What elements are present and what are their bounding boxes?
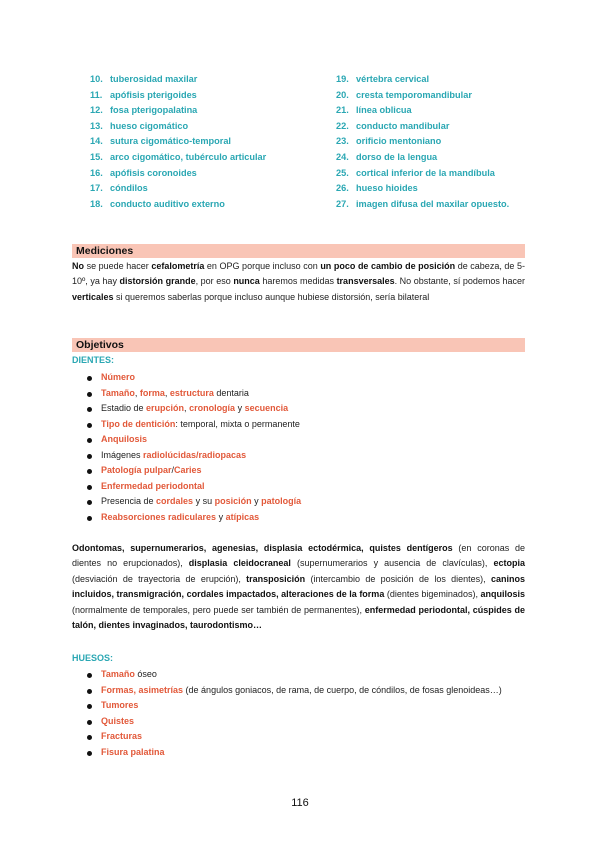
mediciones-paragraph: No se puede hacer cefalometría en OPG porque incluso con un poco de cambio de posición de cabeza, de 5-10º, ya hay distorsión grande, por eso nunca haremos medidas transversales. No obstante, sí podemos hacer verticales si queremos saberlas porque incluso aunque hubiese distorsión, sería bilateral: [72, 261, 525, 302]
list-item: Presencia de cordales y su posición y patología: [87, 494, 527, 510]
list-item: 24. dorso de la lengua: [336, 151, 438, 162]
list-item: Fracturas: [87, 729, 527, 745]
list-item: 17. cóndilos: [90, 183, 148, 194]
list-item: 10. tuberosidad maxilar: [90, 74, 198, 84]
huesos-list: [87, 667, 527, 760]
list-item: Quistes: [87, 714, 527, 730]
list-item: 25. cortical inferior de la mandíbula: [336, 167, 495, 178]
dientes-label: DIENTES:: [72, 355, 115, 365]
list-item: 11. apófisis pterigoides: [90, 89, 197, 100]
list-item: Reabsorciones radiculares y atípicas: [87, 510, 527, 526]
list-item: Tumores: [87, 698, 527, 714]
list-item: 21. línea oblicua: [336, 105, 412, 116]
list-item: 14. sutura cigomático-temporal: [90, 136, 231, 147]
dientes-paragraph: Odontomas, supernumerarios, agenesias, displasia ectodérmica, quistes dentígeros (en coronas de dientes no erupcionados), displasia cleidocraneal (supernumerarios y ausencia de clavículas), ectopia (desviación de trayectoria de erupción), transposición (intercambio de posición de los dientes), caninos incluidos, transmigración, cordales impactados, alteraciones de la forma (dientes bigeminados), anquilosis (normalmente de temporales, pero puede ser también de permanentes), enfermedad periodontal, cúspides de talón, dientes invaginados, taurodontismo…: [72, 543, 525, 631]
dientes-list: [87, 370, 527, 525]
list-item: 26. hueso hioides: [336, 183, 418, 194]
list-item: 20. cresta temporomandibular: [336, 89, 472, 100]
anatomy-list-column-2: [336, 72, 566, 212]
huesos-label: HUESOS:: [72, 653, 114, 663]
list-item: Tamaño óseo: [87, 667, 527, 683]
list-item: 13. hueso cigomático: [90, 120, 189, 131]
mediciones-heading: Mediciones: [72, 244, 525, 258]
list-item: Número: [87, 370, 527, 386]
list-item: Estadio de erupción, cronología y secuencia: [87, 401, 527, 417]
list-item: 12. fosa pterigopalatina: [90, 105, 198, 116]
list-item: Imágenes radiolúcidas/radiopacas: [87, 448, 527, 464]
list-item: 16. apófisis coronoides: [90, 167, 197, 178]
list-item: Patología pulpar/Caries: [87, 463, 527, 479]
list-item: 27. imagen difusa del maxilar opuesto.: [336, 198, 510, 209]
list-item: Tamaño, forma, estructura dentaria: [87, 386, 527, 402]
list-item: Formas, asimetrías (de ángulos goniacos, de rama, de cuerpo, de cóndilos, de fosas glenoideas…): [87, 683, 527, 699]
list-item: Anquilosis: [87, 432, 527, 448]
list-item: 18. conducto auditivo externo: [90, 198, 225, 209]
list-item: 19. vértebra cervical: [336, 74, 430, 84]
list-item: 15. arco cigomático, tubérculo articular: [90, 151, 267, 162]
list-item: Enfermedad periodontal: [87, 479, 527, 495]
list-item: 23. orificio mentoniano: [336, 136, 442, 147]
list-item: Tipo de dentición: temporal, mixta o permanente: [87, 417, 527, 433]
objetivos-heading: Objetivos: [72, 338, 525, 352]
list-item: 22. conducto mandibular: [336, 120, 450, 131]
page-number: 116: [291, 797, 309, 809]
list-item: Fisura palatina: [87, 745, 527, 761]
anatomy-list-column-1: [90, 72, 330, 212]
